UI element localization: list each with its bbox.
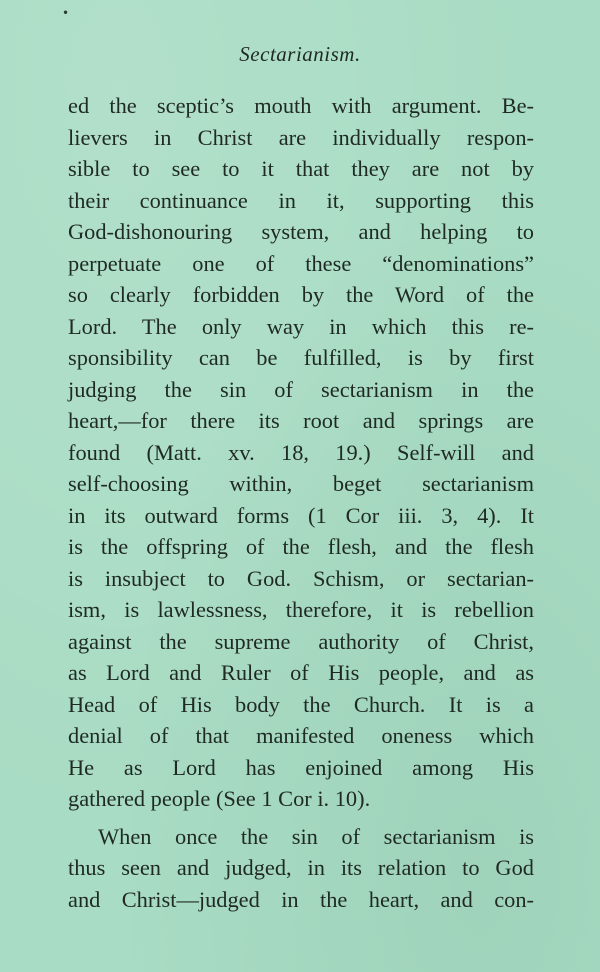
text-line: Head of His body the Church. It is a xyxy=(68,691,534,717)
text-line: perpetuate one of these “denominations” xyxy=(68,250,534,276)
text-line: in its outward forms (1 Cor iii. 3, 4). It xyxy=(68,502,534,528)
text-line: self-choosing within, beget sectarianism xyxy=(68,471,534,496)
text-line: is the offspring of the flesh, and the flesh xyxy=(68,534,534,559)
text-line: their continuance in it, supporting this xyxy=(68,187,534,213)
text-line: and Christ—judged in the heart, and con- xyxy=(68,886,534,912)
text-line: thus seen and judged, in its relation to God xyxy=(68,855,534,880)
printer-mark: • xyxy=(62,6,70,20)
text-line: sible to see to it that they are not by xyxy=(68,156,534,181)
text-line: lievers in Christ are individually respon- xyxy=(68,124,534,150)
body-text xyxy=(68,90,534,915)
text-line: denial of that manifested oneness which xyxy=(68,723,534,748)
text-line: gathered people (See 1 Cor i. 10). xyxy=(68,786,371,811)
text-line: When once the sin of sectarianism is xyxy=(98,823,534,849)
text-line: sponsibility can be fulfilled, is by first xyxy=(68,345,534,370)
text-line: judging the sin of sectarianism in the xyxy=(68,376,534,402)
text-line: He as Lord has enjoined among His xyxy=(68,754,534,780)
text-line: heart,—for there its root and springs are xyxy=(68,408,534,433)
text-line: is insubject to God. Schism, or sectarian- xyxy=(68,565,534,591)
text-line: against the supreme authority of Christ, xyxy=(68,628,534,654)
text-line: Lord. The only way in which this re- xyxy=(68,313,534,339)
text-line: as Lord and Ruler of His people, and as xyxy=(68,660,534,685)
text-line: so clearly forbidden by the Word of the xyxy=(68,282,534,307)
text-line: found (Matt. xv. 18, 19.) Self-will and xyxy=(68,439,534,465)
text-line: ed the sceptic’s mouth with argument. Be- xyxy=(68,93,534,118)
text-line: ism, is lawlessness, therefore, it is rebellion xyxy=(68,597,534,622)
running-head: Sectarianism. xyxy=(239,42,361,66)
text-line: God-dishonouring system, and helping to xyxy=(68,219,534,244)
